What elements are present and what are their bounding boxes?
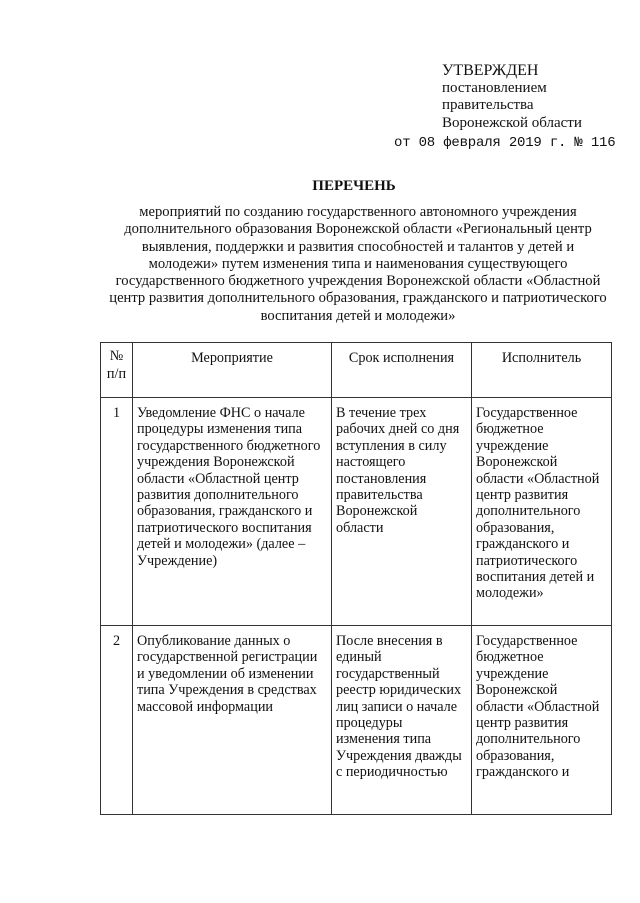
approval-heading: УТВЕРЖДЕН [442, 62, 539, 79]
measures-table [100, 342, 612, 815]
row-term: После внесения в единый государственный реестр юридических лиц записи о начале процедуры изменения типа Учреждения дважды с периодичностью [332, 626, 472, 815]
decree-date: от 08 февраля 2019 г. № 116 [394, 135, 616, 151]
document-title: ПЕРЕЧЕНЬ [312, 178, 396, 194]
approval-stamp [442, 62, 632, 132]
approval-line: правительства [442, 97, 534, 113]
approval-line: Воронежской области [442, 114, 582, 131]
approval-line: постановлением [442, 79, 547, 96]
header-term: Срок исполнения [332, 343, 472, 398]
header-action: Мероприятие [133, 343, 332, 398]
row-executor: Государственное бюджетное учреждение Воронежской области «Областной центр развития дополнительного образования, гражданского и патриотического воспитания детей и молодежи» [472, 398, 612, 626]
row-number: 1 [101, 398, 133, 626]
row-executor: Государственное бюджетное учреждение Воронежской области «Областной центр развития дополнительного образования, гражданского и [472, 626, 612, 815]
row-action: Уведомление ФНС о начале процедуры изменения типа государственного бюджетного учреждения Воронежской области «Областной центр развития дополнительного образования, гражданского и патриотического воспитания детей и молодежи» (далее – Учреждение) [133, 398, 332, 626]
header-number: № п/п [101, 343, 133, 398]
table-row [101, 398, 612, 626]
row-action: Опубликование данных о государственной регистрации и уведомлении об изменении типа Учреждения в средствах массовой информации [133, 626, 332, 815]
row-number: 2 [101, 626, 133, 815]
header-executor: Исполнитель [472, 343, 612, 398]
table-row [101, 626, 612, 815]
table-header-row [101, 343, 612, 398]
document-subtitle: мероприятий по созданию государственного автономного учреждения дополнительного образования Воронежской области «Региональный центр выявления, поддержки и развития способностей и талантов у детей и молодежи» путем изменения типа и наименования существующего государственного бюджетного учреждения Воронежской области «Областной центр развития дополнительного образования, гражданского и патриотического воспитания детей и молодежи» [109, 204, 607, 324]
row-term: В течение трех рабочих дней со дня вступления в силу настоящего постановления правительства Воронежской области [332, 398, 472, 626]
